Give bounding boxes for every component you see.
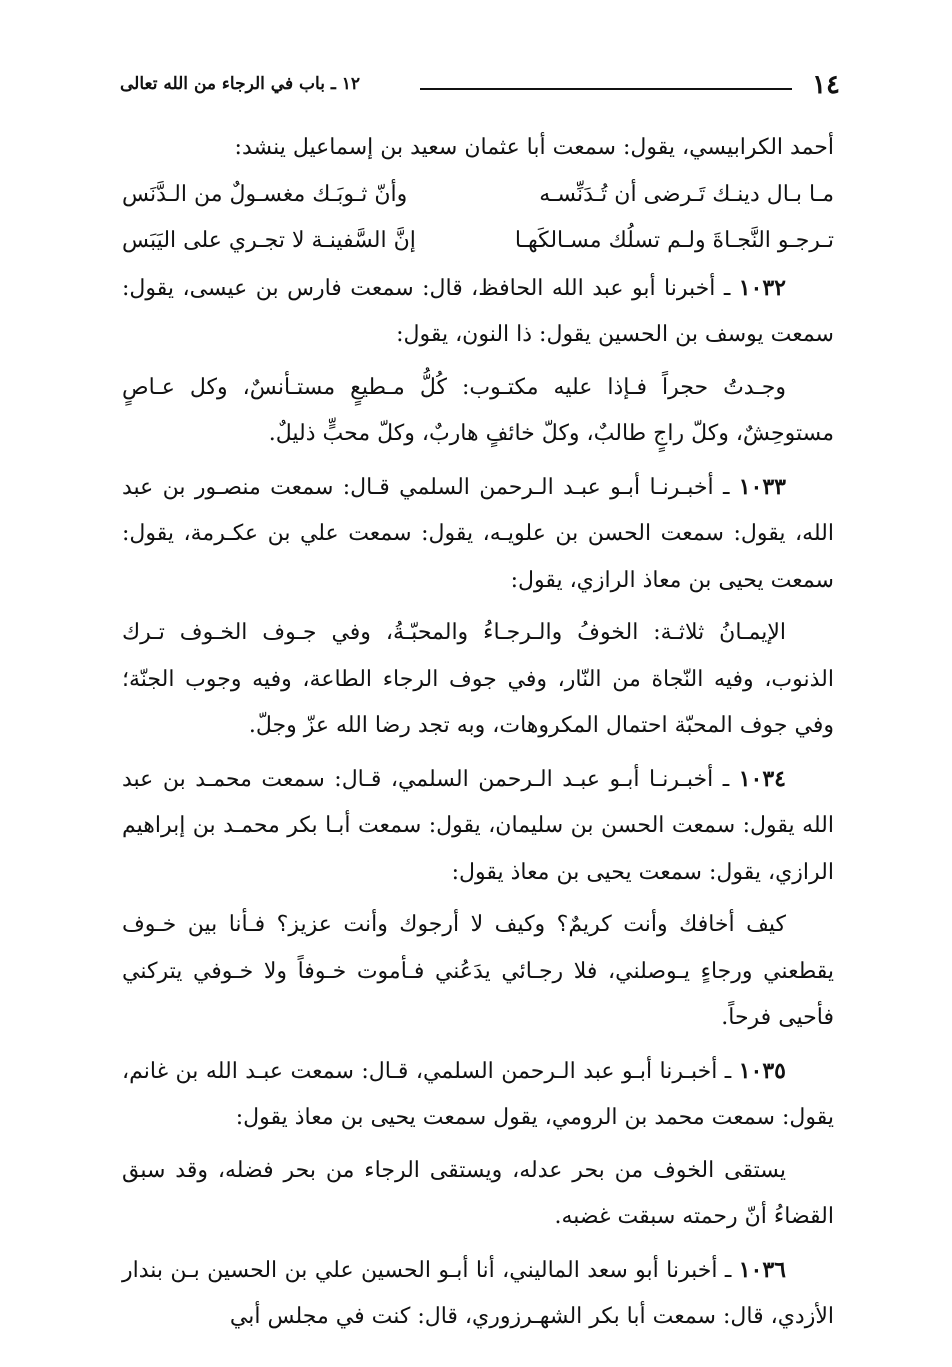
narration-1032-isnad [122, 265, 834, 359]
narration-1033-matn: الإيمـانُ ثلاثـة: الخوفُ والـرجـاءُ والمحبّـةُ، وفي جـوف الخـوف تـرك الذنوب، وفيه النّجاة من النّار، وفي جوف الرجاء الطاعة، وفيه وجوب الجنّة؛ وفي جوف المحبّة احتمال المكروهات، وبه تجد رضا الله عزّ وجلّ. [122, 620, 834, 738]
isnad-text: ـ أخبرنا أبو عبد الله الحافظ، قال: سمعت فارس بن عيسى، يقول: سمعت يوسف بن الحسين يقول: ذا النون، يقول: [122, 275, 834, 347]
verse-hemistich-first: مـا بـال دينـك تَـرضى أن تُـدَنِّسـه [539, 181, 834, 207]
narration-1035-isnad [122, 1048, 834, 1142]
narration-number: ١٠٣٣ [738, 473, 786, 500]
running-title: ١٢ ـ باب في الرجاء من الله تعالى [120, 74, 361, 94]
verse-hemistich-second: وأنّ ثـوبَـك مغسـولٌ من الـدَّنَس [122, 181, 408, 207]
verse-hemistich-first: تـرجـو النَّجـاةَ ولـم تسلُك مسـالكَهـا [514, 228, 834, 253]
narration-1034-matn: كيف أخافك وأنت كريمٌ؟ وكيف لا أرجوك وأنت عزيز؟ فـأنا بين خـوف يقطعني ورجاءٍ يـوصلني، فلا رجـائي يدَعُني فـأموت خـوفاً ولا خـوفي يتركني فأحيى فرحاً. [122, 912, 834, 1030]
narration-1033-isnad [122, 464, 834, 605]
narration-number: ١٠٣٢ [738, 274, 786, 301]
verse-line [122, 172, 834, 219]
isnad-text: ـ أخبـرنـا أبـو عبـد الـرحمن السلمي قـال: سمعت منصـور بن عبد الله، يقول: سمعت الحسن بن علويـه، يقول: سمعت علي بن عكـرمة، يقول: سمعت يحيى بن معاذ الرازي، يقول: [122, 474, 834, 593]
narration-1032-matn: وجـدتُ حجراً فـإذا عليه مكتـوب: كُلُّ مـطيعٍ مستـأنسٌ، وكل عـاصٍ مستوحِشٌ، وكلّ راجٍ طالبٌ، وكلّ خائفٍ هاربٌ، وكلّ محبٍّ ذليلٌ. [122, 374, 834, 446]
header-rule [420, 88, 792, 90]
narration-1035-matn: يستقى الخوف من بحر عدله، ويستقى الرجاء من بحر فضله، وقد سبق القضاءُ أنّ رحمته سبقت غضبه. [122, 1157, 834, 1229]
narration-1034-isnad [122, 756, 834, 897]
isnad-text: ـ أخبرنا أبو سعد الماليني، أنا أبـو الحسين علي بن الحسين بـن بندار الأزدي، قال: سمعت أبا بكر الشهـرزوري، قال: كنت في مجلس أبي [122, 1257, 834, 1329]
narration-number: ١٠٣٦ [738, 1256, 786, 1283]
narration-1036-isnad [122, 1247, 834, 1341]
page-header [120, 66, 840, 106]
isnad-text: ـ أخبـرنـا أبـو عبـد الـرحمن السلمي، قـال: سمعت محمـد بن عبد الله يقول: سمعت الحسن بن سليمان، يقول: سمعت أبـا بكر محمـد بن إبراهيم الرازي، يقول: سمعت يحيى بن معاذ يقول: [122, 766, 834, 885]
intro-line: أحمد الكرابيسي، يقول: سمعت أبا عثمان سعيد بن إسماعيل ينشد: [234, 135, 834, 160]
page-number: ١٤ [812, 70, 840, 100]
isnad-text: ـ أخبـرنا أبـو عبد الـرحمن السلمي، قـال: سمعت عبـد الله بن غانم، يقول: سمعت محمد بن الرومي، يقول سمعت يحيى بن معاذ يقول: [122, 1058, 834, 1130]
page-body [122, 125, 834, 1341]
narration-number: ١٠٣٥ [738, 1057, 786, 1084]
verse-hemistich-second: إنَّ السَّفينـة لا تجـري على اليَبَس [122, 228, 416, 253]
verse-line [122, 218, 834, 265]
narration-number: ١٠٣٤ [738, 765, 786, 792]
